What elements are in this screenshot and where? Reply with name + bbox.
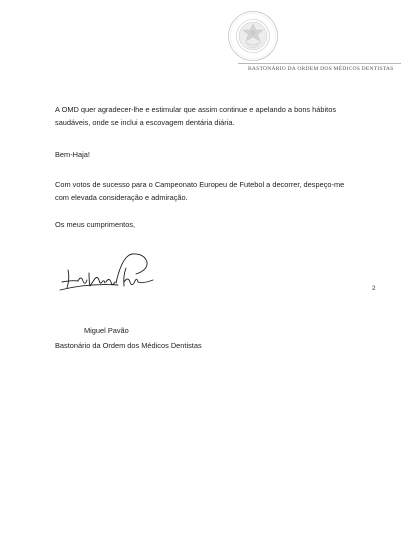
body-paragraph-wishes: Com votos de sucesso para o Campeonato Europeu de Futebol a decorrer, despeço-me com elevada consideração e admiração. <box>55 180 345 202</box>
signatory-name: Miguel Pavão <box>84 326 129 335</box>
body-paragraph-greeting: Bem-Haja! <box>55 150 90 159</box>
body-paragraph-closing: Os meus cumprimentos, <box>55 220 136 229</box>
omd-seal-icon <box>227 10 279 62</box>
header-divider <box>238 63 401 64</box>
body-paragraph-thanks: A OMD quer agradecer-lhe e estimular que assim continue e apelando a bons hábitos saudáveis, onde se inclui a escovagem dentária diária. <box>55 105 337 127</box>
header-org-name: BASTONÁRIO DA ORDEM DOS MÉDICOS DENTISTAS <box>248 66 394 72</box>
handwritten-signature <box>58 250 160 302</box>
page-number: 2 <box>372 285 376 292</box>
signatory-title: Bastonário da Ordem dos Médicos Dentistas <box>55 341 202 350</box>
